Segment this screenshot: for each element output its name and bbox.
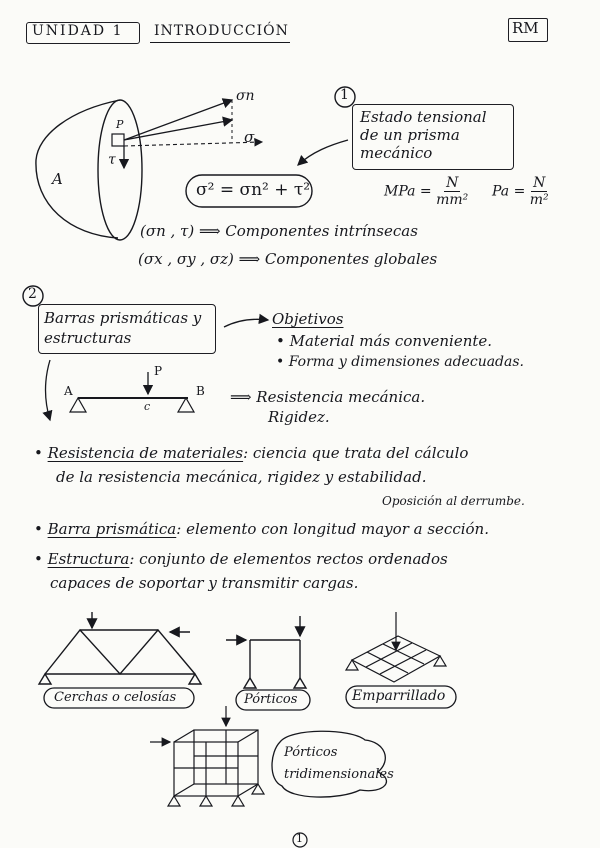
page-title: INTRODUCCIÓN xyxy=(154,23,289,39)
pointer-arrow xyxy=(298,140,348,165)
tau-label: τ xyxy=(108,152,116,168)
body-label-a: A xyxy=(52,170,63,188)
unit-mpa: MPa = $\frac{N}{\text{mm²}}$ xyxy=(384,175,469,208)
section2-box-text: Barras prismáticas y estructuras xyxy=(44,309,202,347)
beam-result-1: ⟹ Resistencia mecánica. xyxy=(230,388,426,406)
beam-label-a: A xyxy=(64,384,73,398)
sigma-n-vector xyxy=(124,100,232,140)
objectives-title: Objetivos xyxy=(272,310,344,328)
beam-result-2: Rigidez. xyxy=(268,408,330,426)
sigma-vector xyxy=(124,120,232,140)
objective-2: • Forma y dimensiones adecuadas. xyxy=(276,354,524,370)
initials: RM xyxy=(512,19,539,37)
def1-term: Resistencia de materiales xyxy=(47,444,244,462)
prism-body xyxy=(36,100,120,238)
down-arrow xyxy=(46,360,51,420)
objective-1: • Material más conveniente. xyxy=(276,332,493,350)
def1-text: : ciencia que trata del cálculo xyxy=(243,444,469,462)
unit-label: UNIDAD 1 xyxy=(32,23,124,39)
frame3d-label: Pórticos tridimensionales xyxy=(284,745,394,782)
support-b xyxy=(178,398,194,412)
truss-drawing xyxy=(39,612,201,684)
support-a xyxy=(70,398,86,412)
beam-label-b: B xyxy=(196,384,205,398)
def1-line2: de la resistencia mecánica, rigidez y estabilidad. xyxy=(56,468,427,486)
def3-line2: capaces de soportar y transmitir cargas. xyxy=(50,574,359,592)
def3-term: Estructura xyxy=(47,550,130,568)
section2-number: 2 xyxy=(28,286,37,302)
truss-label: Cerchas o celosías xyxy=(54,690,177,705)
portal-drawing xyxy=(226,616,306,688)
unit-pa: Pa = $\frac{N}{\text{m²}}$ xyxy=(492,175,549,208)
def3: • Estructura: conjunto de elementos rectos ordenados xyxy=(34,550,448,568)
area-element xyxy=(112,134,124,146)
def2: • Barra prismática: elemento con longitud mayor a sección. xyxy=(34,520,489,538)
grillage-drawing xyxy=(346,612,446,682)
page-number: 1 xyxy=(296,832,303,845)
def1: • Resistencia de materiales: ciencia que trata del cálculo xyxy=(34,444,469,462)
section1-number: 1 xyxy=(340,87,349,103)
grillage-label: Emparrillado xyxy=(352,688,446,704)
global-components: (σx , σy , σz) ⟹ Componentes globales xyxy=(138,250,438,268)
def2-text: : elemento con longitud mayor a sección. xyxy=(176,520,489,538)
beam-label-c: c xyxy=(144,400,151,413)
intrinsic-components: (σn , τ) ⟹ Componentes intrínsecas xyxy=(140,222,418,240)
normal-projection xyxy=(124,142,262,146)
stress-formula: σ² = σn² + τ² xyxy=(196,180,311,200)
sigma-label: σ xyxy=(244,128,255,146)
objectives-arrow xyxy=(224,319,268,327)
sigma-n-label: σn xyxy=(236,88,255,104)
beam-label-p: P xyxy=(154,364,163,378)
point-label-p: P xyxy=(116,118,124,131)
frame3d-drawing xyxy=(150,706,264,806)
portal-label: Pórticos xyxy=(244,692,298,707)
def1-note: Oposición al derrumbe. xyxy=(382,494,525,508)
def3-text: : conjunto de elementos rectos ordenados xyxy=(129,550,448,568)
section1-box-text: Estado tensional de un prisma mecánico xyxy=(360,108,487,162)
def2-term: Barra prismática xyxy=(47,520,177,538)
